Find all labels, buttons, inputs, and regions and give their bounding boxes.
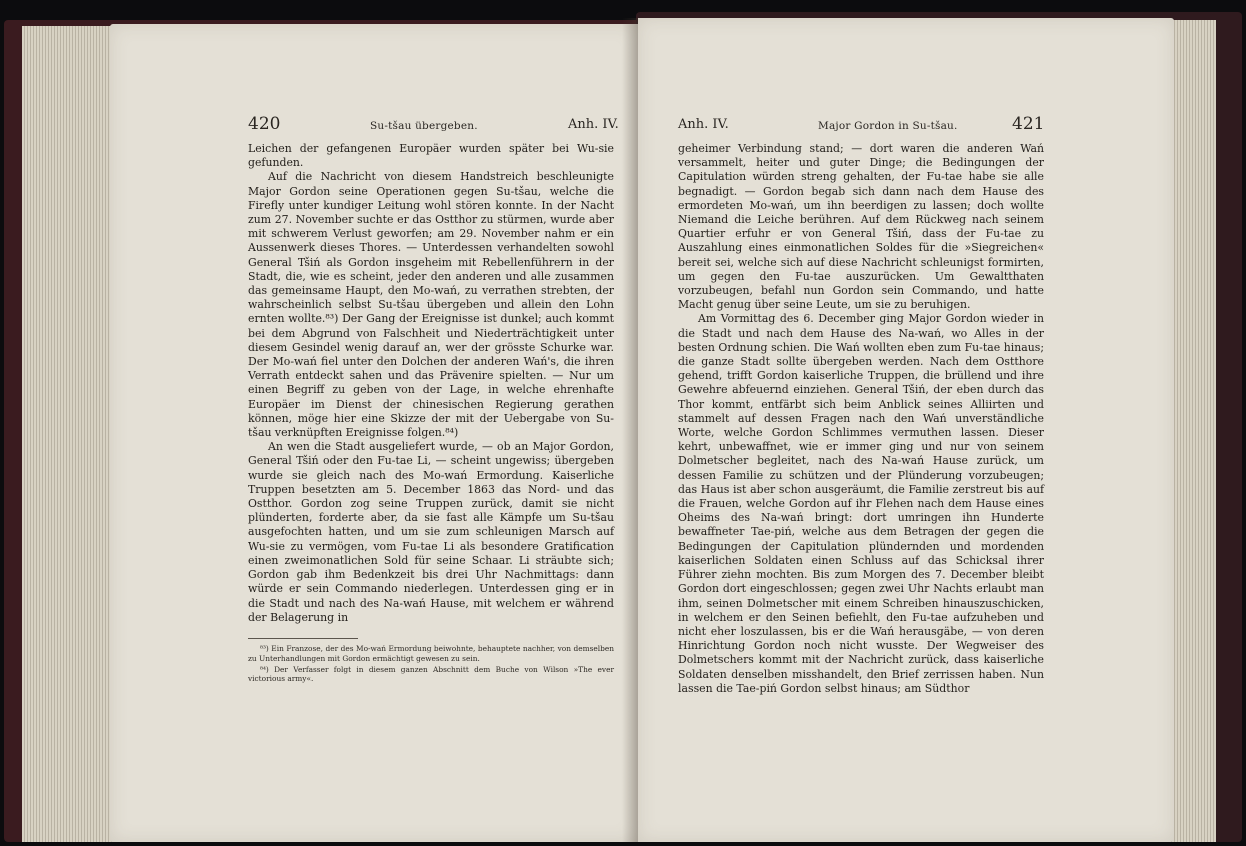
footnote: ⁸³) Ein Franzose, der des Mo-wań Ermordung beiwohnte, behauptete nachher, von demselben zu Unterhandlungen mit Gordon ermächtigt gewesen zu sein. — [248, 644, 614, 663]
left-running-head: Su-tšau übergeben. — [370, 120, 478, 132]
left-chapter-label: Anh. IV. — [568, 117, 619, 132]
right-chapter-label: Anh. IV. — [678, 117, 729, 132]
paragraph: Auf die Nachricht von diesem Handstreich beschleunigte Major Gordon seine Operationen gegen Su-tšau, welche die Firefly unter kundiger Leitung wohl stören konnte. In der Nacht zum 27. November suchte er das Ostthor zu stürmen, wurde aber mit schwerem Verlust geworfen; am 29. November nahm er ein Aussenwerk dieses Thores. — Unterdessen verhandelten sowohl General Tšiń als Gordon insgeheim mit Rebellenführern in der Stadt, die, wie es scheint, jeder den anderen und alle zusammen das gemeinsame Haupt, den Mo-wań, zu verrathen strebten, der wahrscheinlich selbst Su-tšau übergeben und allein den Lohn ernten wollte.⁸³) Der Gang der Ereignisse ist dunkel; auch kommt bei dem Abgrund von Falschheit und Niederträchtigkeit unter diesem Gesindel wenig darauf an, wer der grösste Schurke war. Der Mo-wań fiel unter den Dolchen der anderen Wań's, die ihren Verrath entdeckt sahen und das Prävenire spielten. — Nur um einen Begriff zu geben von der Lage, in welche ehrenhafte Europäer im Dienst der chinesischen Regierung gerathen können, möge hier eine Skizze der mit der Uebergabe von Su-tšau verknüpften Ereignisse folgen.⁸⁴) — [248, 170, 614, 440]
right-running-head: Major Gordon in Su-tšau. — [818, 120, 958, 132]
footnote: ⁸⁴) Der Verfasser folgt in diesem ganzen Abschnitt dem Buche von Wilson »The ever victorious army«. — [248, 664, 614, 684]
left-page-number: 420 — [248, 114, 281, 134]
paragraph: Leichen der gefangenen Europäer wurden später bei Wu-sie gefunden. — [248, 142, 614, 170]
footnote-rule — [248, 638, 358, 639]
right-body-text — [678, 142, 1044, 696]
left-body-text — [248, 142, 614, 625]
left-footnotes — [248, 644, 614, 685]
right-page-number: 421 — [1012, 114, 1045, 134]
page-edges-right — [1172, 20, 1216, 842]
paragraph: Am Vormittag des 6. December ging Major Gordon wieder in die Stadt und nach dem Hause des Na-wań, wo Alles in der besten Ordnung schien. Die Wań wollten eben zum Fu-tae hinaus; die ganze Stadt sollte übergeben werden. Nach dem Ostthore gehend, trifft Gordon kaiserliche Truppen, die brüllend und ihre Gewehre abfeuernd einziehen. General Tšiń, der eben durch das Thor kommt, entfärbt sich beim Anblick seines Alliirten und stammelt auf dessen Fragen nach den Wań unverständliche Worte, welche Gordon Schlimmes vermuthen lassen. Dieser kehrt, unbewaffnet, wie er immer ging und nur von seinem Dolmetscher begleitet, nach des Na-wań Hause zurück, um dessen Familie zu schützen und der Plünderung vorzubeugen; das Haus ist aber schon ausgeräumt, die Familie zerstreut bis auf die Frauen, welche Gordon auf ihr Flehen nach dem Hause eines Oheims des Na-wań bringt: dort umringen ihn Hunderte bewaffneter Tae-piń, welche aus dem Betragen der gegen die Bedingungen der Capitulation plündernden und mordenden kaiserlichen Soldaten einen Schluss auf das Schicksal ihrer Führer ziehn mochten. Bis zum Morgen des 7. December bleibt Gordon dort eingeschlossen; gegen zwei Uhr Nachts erlaubt man ihm, seinen Dolmetscher mit einem Schreiben hinauszuschicken, in welchem er den Seinen befiehlt, den Fu-tae aufzuheben und nicht eher loszulassen, bis er die Wań herausgäbe, — von deren Hinrichtung Gordon noch nicht wusste. Der Wegweiser des Dolmetschers kommt mit der Nachricht zurück, dass kaiserliche Soldaten denselben misshandelt, den Brief zerrissen haben. Nun lassen die Tae-piń Gordon selbst hinaus; am Südthor — [678, 312, 1044, 695]
paragraph: An wen die Stadt ausgeliefert wurde, — ob an Major Gordon, General Tšiń oder den Fu-tae Li, — scheint ungewiss; übergeben wurde sie gleich nach des Mo-wań Ermordung. Kaiserliche Truppen besetzten am 5. December 1863 das Nord- und das Ostthor. Gordon zog seine Truppen zurück, damit sie nicht plünderten, forderte aber, da sie fast alle Kämpfe um Su-tšau ausgefochten hatten, und um sie zum schleunigen Marsch auf Wu-sie zu vermögen, vom Fu-tae Li als besondere Gratification einen zweimonatlichen Sold für seine Schaar. Li sträubte sich; Gordon gab ihm Bedenkzeit bis drei Uhr Nachmittags: dann würde er sein Commando niederlegen. Unterdessen ging er in die Stadt und nach des Na-wań Hause, mit welchem er während der Belagerung in — [248, 440, 614, 624]
page-edges-left — [22, 26, 114, 842]
paragraph: geheimer Verbindung stand; — dort waren die anderen Wań versammelt, heiter und guter Dinge; die Bedingungen der Capitulation würden streng gehalten, der Fu-tae habe sie alle begnadigt. — Gordon begab sich dann nach dem Hause des ermordeten Mo-wań, um ihn beerdigen zu lassen; doch wollte Niemand die Leiche berühren. Auf dem Rückweg nach seinem Quartier erfuhr er von General Tšiń, dass der Fu-tae zu Auszahlung eines einmonatlichen Soldes für die »Siegreichen« bereit sei, welche sich auf diese Nachricht schleunigst formirten, um gegen den Fu-tae auszurücken. Um Gewaltthaten vorzubeugen, befahl nun Gordon sein Commando, und hatte Macht genug über seine Leute, um sie zu beruhigen. — [678, 142, 1044, 312]
